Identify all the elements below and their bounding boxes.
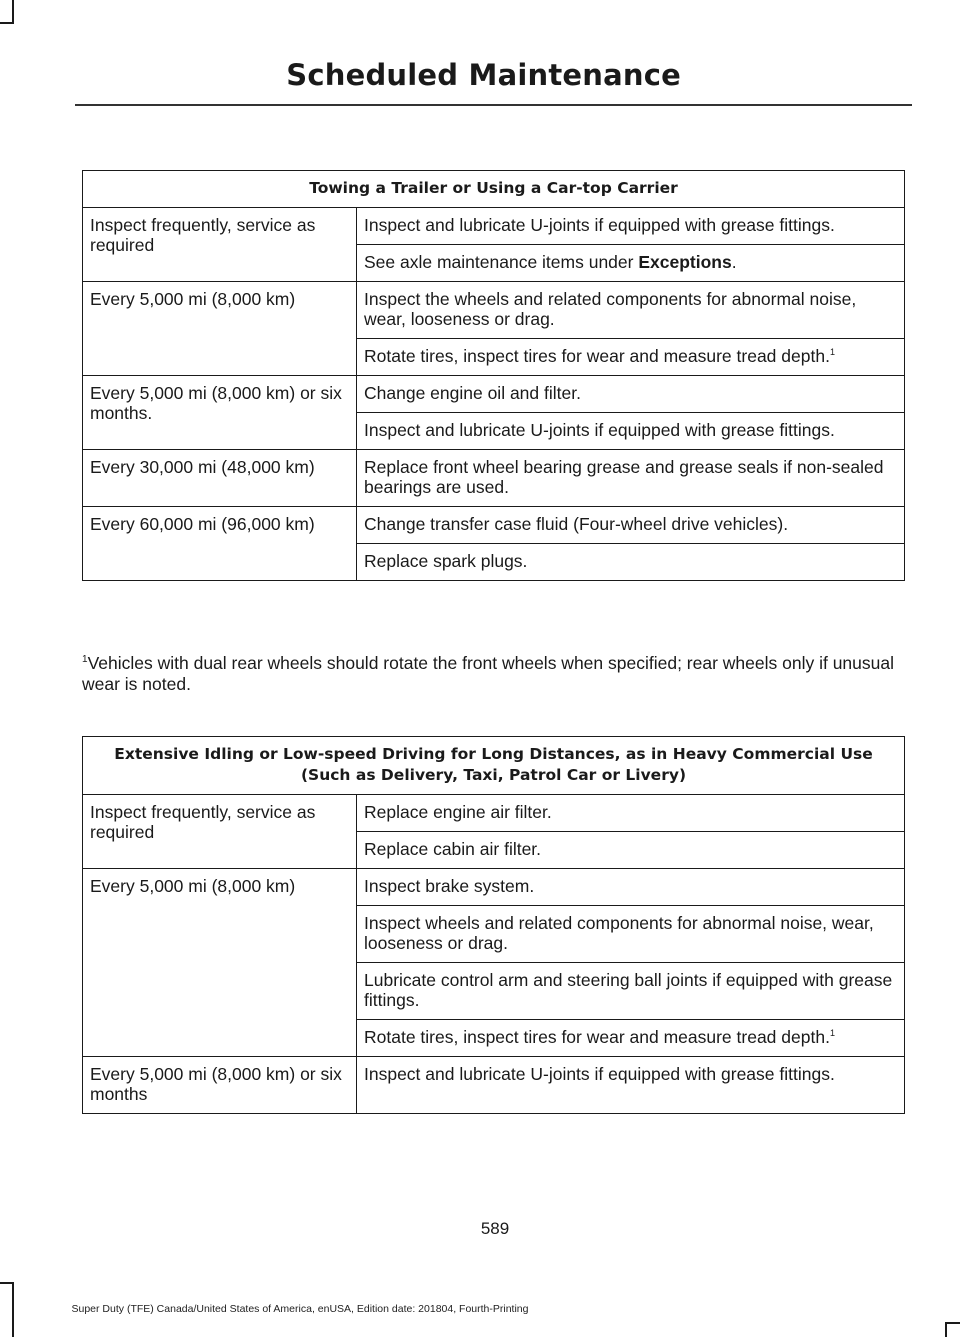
item-text: See axle maintenance items under xyxy=(364,252,639,272)
maintenance-table-towing xyxy=(82,170,905,581)
crop-mark xyxy=(12,0,14,24)
table-caption: Towing a Trailer or Using a Car-top Carrier xyxy=(83,171,905,208)
table-row xyxy=(83,1057,905,1114)
table-caption-row xyxy=(83,171,905,208)
item-text: Rotate tires, inspect tires for wear and measure tread depth. xyxy=(364,346,830,366)
header-divider xyxy=(75,104,912,106)
item-cell: Inspect brake system. xyxy=(357,869,905,906)
interval-cell: Every 5,000 mi (8,000 km) or six months xyxy=(83,1057,357,1114)
crop-mark xyxy=(0,1282,14,1284)
item-cell xyxy=(357,339,905,376)
item-cell: Replace engine air filter. xyxy=(357,795,905,832)
interval-cell: Every 5,000 mi (8,000 km) or six months. xyxy=(83,376,357,450)
interval-cell: Inspect frequently, service as required xyxy=(83,795,357,869)
crop-mark xyxy=(945,1322,960,1324)
item-cell: Inspect the wheels and related components for abnormal noise, wear, looseness or drag. xyxy=(357,282,905,339)
item-cell: Replace spark plugs. xyxy=(357,544,905,581)
footnote-marker: 1 xyxy=(829,347,835,358)
interval-cell: Every 5,000 mi (8,000 km) xyxy=(83,282,357,376)
item-text: . xyxy=(731,252,737,272)
maintenance-table-idling xyxy=(82,736,905,1114)
table-row xyxy=(83,450,905,507)
exceptions-reference: Exceptions xyxy=(638,252,732,272)
item-cell: Change transfer case fluid (Four-wheel drive vehicles). xyxy=(357,507,905,544)
footnote-marker: 1 xyxy=(829,1028,835,1039)
table-row xyxy=(83,795,905,832)
item-text: Rotate tires, inspect tires for wear and measure tread depth. xyxy=(364,1027,830,1047)
interval-cell: Inspect frequently, service as required xyxy=(83,208,357,282)
footnote xyxy=(82,653,908,695)
crop-mark xyxy=(0,22,14,24)
edition-footer: Super Duty (TFE) Canada/United States of America, enUSA, Edition date: 201804, Fourth-Printing xyxy=(71,1303,529,1315)
table-caption-row xyxy=(83,737,905,795)
table-row xyxy=(83,376,905,413)
page-title: Scheduled Maintenance xyxy=(286,58,681,92)
table-caption: Extensive Idling or Low-speed Driving for Long Distances, as in Heavy Commercial Use (Such as Delivery, Taxi, Patrol Car or Livery) xyxy=(83,737,905,795)
page-number: 589 xyxy=(480,1219,510,1238)
crop-mark xyxy=(945,1322,947,1337)
item-cell: Inspect and lubricate U-joints if equipped with grease fittings. xyxy=(357,208,905,245)
item-cell: Replace cabin air filter. xyxy=(357,832,905,869)
interval-cell: Every 30,000 mi (48,000 km) xyxy=(83,450,357,507)
table-row xyxy=(83,507,905,544)
footnote-marker: 1 xyxy=(82,654,88,666)
item-cell: Lubricate control arm and steering ball joints if equipped with grease fittings. xyxy=(357,963,905,1020)
item-cell: Inspect wheels and related components for abnormal noise, wear, looseness or drag. xyxy=(357,906,905,963)
item-cell: Inspect and lubricate U-joints if equipped with grease fittings. xyxy=(357,1057,905,1114)
table-row xyxy=(83,869,905,906)
item-cell: Replace front wheel bearing grease and grease seals if non-sealed bearings are used. xyxy=(357,450,905,507)
item-cell xyxy=(357,1020,905,1057)
table-row xyxy=(83,208,905,245)
item-cell: Inspect and lubricate U-joints if equipped with grease fittings. xyxy=(357,413,905,450)
item-cell xyxy=(357,245,905,282)
interval-cell: Every 60,000 mi (96,000 km) xyxy=(83,507,357,581)
table-row xyxy=(83,282,905,339)
item-cell: Change engine oil and filter. xyxy=(357,376,905,413)
footnote-text: Vehicles with dual rear wheels should rotate the front wheels when specified; rear wheels only if unusual wear is noted. xyxy=(82,653,894,694)
interval-cell: Every 5,000 mi (8,000 km) xyxy=(83,869,357,1057)
